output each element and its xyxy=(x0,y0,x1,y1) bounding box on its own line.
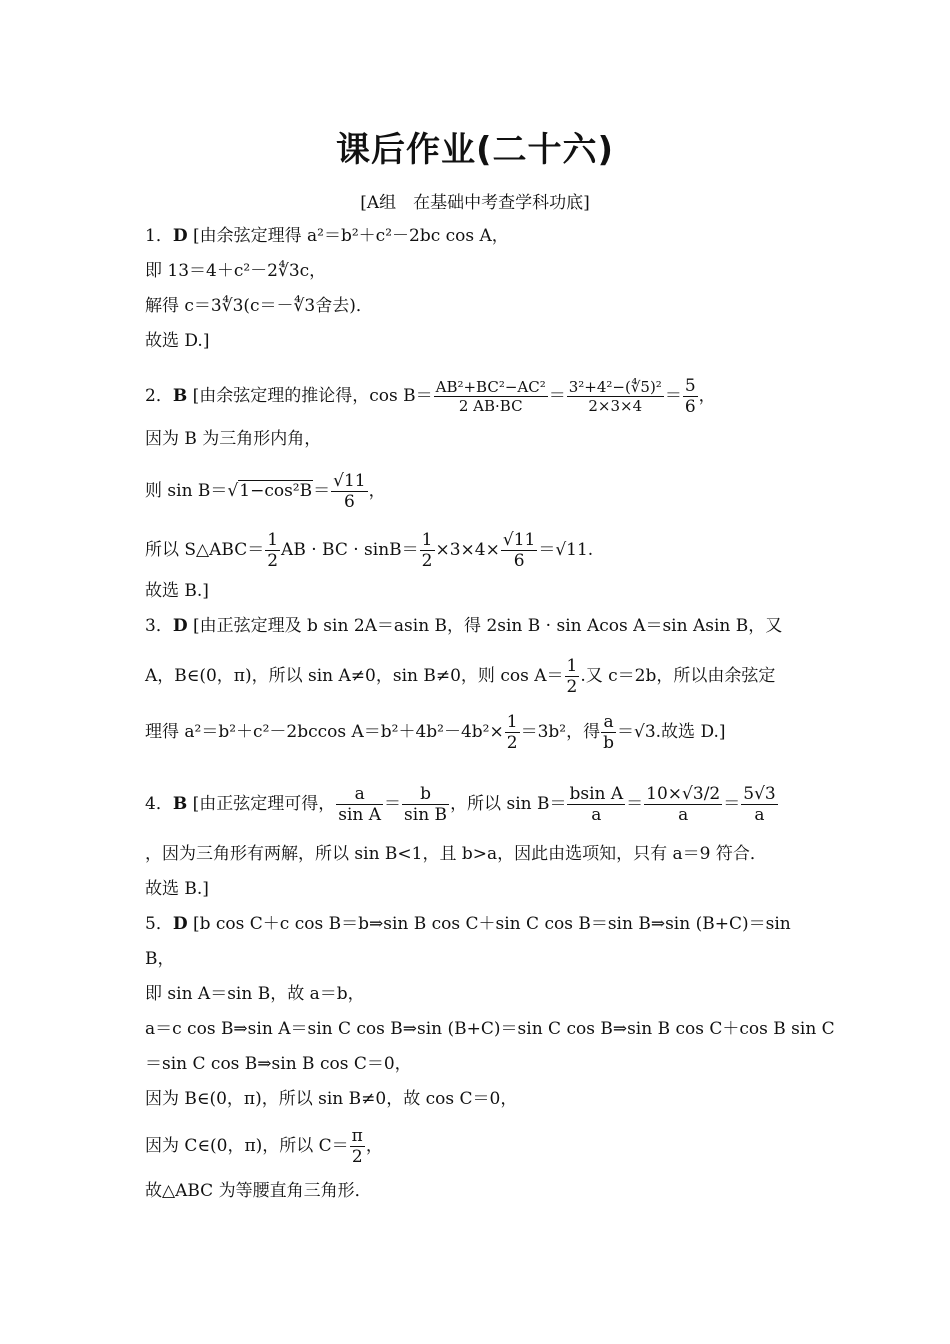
denominator: a xyxy=(591,805,602,825)
q2-frac1-numerator: AB²+BC²−AC² xyxy=(435,378,546,396)
equals-sign: ＝ xyxy=(384,794,402,814)
numerator: a xyxy=(601,712,616,733)
numerator: π xyxy=(351,1126,363,1146)
denominator: sin A xyxy=(338,805,382,825)
q2-frac2-numerator: 3²+4²−(∜5)² xyxy=(568,378,662,396)
half-fraction xyxy=(565,656,580,697)
page-title: 课后作业(二十六) xyxy=(335,130,615,170)
q4-answer: B xyxy=(172,794,188,814)
denominator: 2 xyxy=(506,733,518,753)
equals-sign: ＝ xyxy=(664,386,682,406)
numerator: 1 xyxy=(421,530,433,550)
pi-half-fraction xyxy=(350,1126,365,1167)
q5-number: 5． xyxy=(145,914,173,934)
q2-frac2-denominator: 2×3×4 xyxy=(588,397,643,415)
q3-text-2: A，B∈(0，π)，所以 sin A≠0，sin B≠0，则 cos A＝ xyxy=(145,666,564,686)
equals-sign: ＝ xyxy=(626,794,644,814)
q2-answer: B xyxy=(172,386,188,406)
q3-text: [由正弦定理及 b sin 2A＝asin B，得 2sin B · sin Acos A＝sin Asin B，又 xyxy=(192,616,783,636)
q5-line-8: 故△ABC 为等腰直角三角形． xyxy=(145,1181,372,1201)
q3-line-1 xyxy=(145,614,782,638)
q3-answer: D xyxy=(172,616,188,636)
q2-fraction-result xyxy=(683,376,698,417)
q2-text: [由余弦定理的推论得，cos B＝ xyxy=(192,386,433,406)
q1-line-1 xyxy=(145,224,509,248)
q4-text-2: ，所以 sin B＝ xyxy=(450,794,567,814)
equals-sign: ＝ xyxy=(313,481,331,501)
q3-line-2 xyxy=(145,656,775,697)
comma: ， xyxy=(365,1136,383,1156)
q1-line-4: 故选 D.] xyxy=(145,331,210,351)
q5-line-4: a＝c cos B⇒sin A＝sin C cos B⇒sin (B+C)＝sin C cos B⇒sin B cos C＋cos B sin C xyxy=(145,1019,835,1039)
numerator: 5√3 xyxy=(743,784,776,804)
half-fraction xyxy=(505,712,520,753)
q3-text-4: 理得 a²＝b²＋c²－2bccos A＝b²＋4b²－4b²× xyxy=(145,722,504,742)
denominator: 2 xyxy=(566,677,578,697)
product: ×3×4× xyxy=(435,540,500,560)
section-heading: [A组 在基础中考查学科功底] xyxy=(360,193,590,213)
area-result: ＝√11. xyxy=(538,540,594,560)
q2-line-3 xyxy=(145,471,386,512)
equals-sign: ＝ xyxy=(723,794,741,814)
sine-ratio-a xyxy=(336,784,383,825)
denominator: a xyxy=(678,805,689,825)
denominator: 2 xyxy=(421,551,433,571)
half-fraction xyxy=(420,530,435,571)
numerator: 1 xyxy=(267,530,279,550)
q5-line-5: ＝sin C cos B⇒sin B cos C＝0， xyxy=(145,1054,412,1074)
q5-line-1 xyxy=(145,912,791,936)
q2-fraction-cosine xyxy=(434,378,548,415)
q2-frac1-denominator: 2 AB·BC xyxy=(458,397,523,415)
ratio-fraction xyxy=(601,712,616,753)
q1-line-3: 解得 c＝3∜3(c＝－∜3舍去)． xyxy=(145,296,373,316)
q5-line-2: B， xyxy=(145,949,175,969)
denominator: 2 xyxy=(267,551,279,571)
q5-line-7 xyxy=(145,1126,383,1167)
q5-text: [b cos C＋c cos B＝b⇒sin B cos C＋sin C cos B＝sin B⇒sin (B+C)＝sin xyxy=(192,914,791,934)
comma: ， xyxy=(698,386,716,406)
sine-ratio-b xyxy=(402,784,449,825)
area-prefix: 所以 S△ABC＝ xyxy=(145,540,265,560)
comma: ， xyxy=(368,481,386,501)
denominator: 2 xyxy=(351,1147,363,1167)
q4-line-3: 故选 B.] xyxy=(145,879,209,899)
compound-fraction xyxy=(644,784,722,825)
numerator: 1 xyxy=(506,712,518,732)
q3-text-6: ＝√3.故选 D.] xyxy=(616,722,726,742)
denominator: 6 xyxy=(343,492,355,512)
denominator: b xyxy=(603,733,614,753)
radicand: 1−cos²B xyxy=(239,481,313,501)
sinb-fraction xyxy=(567,784,625,825)
q1-number: 1． xyxy=(145,226,173,246)
q2-frac3-numerator: 5 xyxy=(684,376,696,396)
radical: √1−cos²B xyxy=(227,481,313,501)
root-fraction xyxy=(501,530,537,571)
q3-number: 3． xyxy=(145,616,173,636)
q4-number: 4． xyxy=(145,794,173,814)
q1-line-2: 即 13＝4＋c²－2∜3c， xyxy=(145,261,327,281)
q2-sin-fraction xyxy=(331,471,367,512)
denominator: 6 xyxy=(513,551,525,571)
numerator: bsin A xyxy=(569,784,624,804)
equals-sign: ＝ xyxy=(548,386,566,406)
q5-text-2: 因为 C∈(0，π)，所以 C＝ xyxy=(145,1136,349,1156)
q2-number: 2． xyxy=(145,386,173,406)
denominator: sin B xyxy=(404,805,448,825)
q5-line-3: 即 sin A＝sin B，故 a＝b， xyxy=(145,984,365,1004)
q2-frac3-denominator: 6 xyxy=(684,397,696,417)
half-fraction xyxy=(265,530,280,571)
numerator: √11 xyxy=(333,471,366,491)
q4-line-1 xyxy=(145,784,779,825)
q4-text: [由正弦定理可得， xyxy=(192,794,336,814)
q2-line-1 xyxy=(145,376,716,417)
q2-line-5: 故选 B.] xyxy=(145,581,209,601)
q3-text-5: ＝3b²，得 xyxy=(520,722,601,742)
q3-text-3: .又 c＝2b，所以由余弦定 xyxy=(580,666,776,686)
q2-line-2: 因为 B 为三角形内角， xyxy=(145,429,322,449)
numerator: a xyxy=(336,784,383,805)
numerator: √11 xyxy=(502,530,536,550)
area-expression: AB · BC · sinB＝ xyxy=(281,540,419,560)
q5-answer: D xyxy=(172,914,188,934)
q2-fraction-values xyxy=(567,378,664,415)
q1-answer: D xyxy=(172,226,188,246)
numerator: b xyxy=(402,784,449,805)
q4-line-2: ，因为三角形有两解，所以 sin B<1，且 b>a，因此由选项知，只有 a＝9 符合． xyxy=(145,844,767,864)
q2-sin-prefix: 则 sin B＝ xyxy=(145,481,228,501)
q1-text: [由余弦定理得 a²＝b²＋c²－2bc cos A， xyxy=(192,226,509,246)
q2-line-4 xyxy=(145,530,593,571)
result-fraction xyxy=(741,784,777,825)
numerator: 10×√3/2 xyxy=(646,784,721,804)
q3-line-3 xyxy=(145,712,726,753)
q5-line-6: 因为 B∈(0，π)，所以 sin B≠0，故 cos C＝0， xyxy=(145,1089,518,1109)
denominator: a xyxy=(754,805,765,825)
numerator: 1 xyxy=(566,656,578,676)
